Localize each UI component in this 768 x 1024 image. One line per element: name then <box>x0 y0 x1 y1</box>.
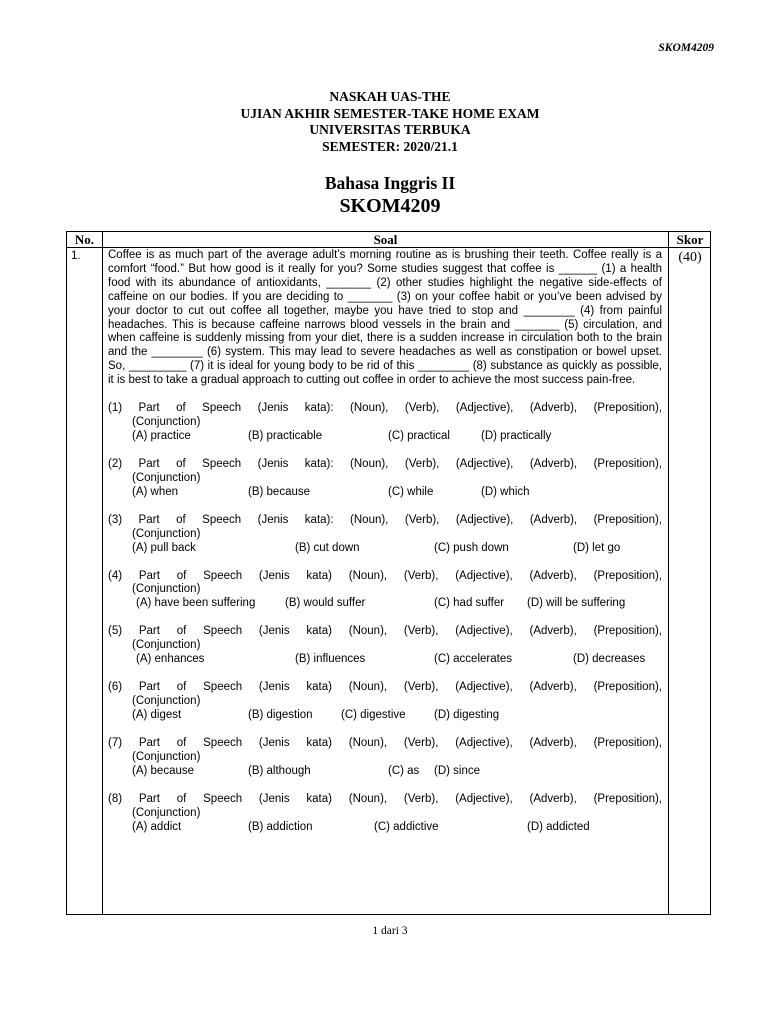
answer-options <box>108 486 662 500</box>
answer-options <box>108 653 662 667</box>
page-number: 1 dari 3 <box>372 925 408 937</box>
question-item <box>108 514 662 556</box>
heading-line: SEMESTER: 2020/21.1 <box>322 138 458 154</box>
reading-passage: Coffee is as much part of the average adult’s morning routine as is brushing their teeth. Coffee really is a comfort “food.” But how good is it really for you? Some studies suggest that coffee is ______ (1) a health food with its abundance of antioxidants, _______ (2) other studies highlight the negative side-effects of caffeine on our bodies. If you are deciding to _______ (3) on your coffee habit or you’ve been advised by your doctor to cut out coffee all together, maybe you have tried to stop and ________ (4) from painful headaches. This is because caffeine narrows blood vessels in the brain and _______ (5) circulation, and when caffeine is suddenly missing from your diet, there is a sudden increase in circulation both to the brain and the ________ (6) system. This may lead to severe headaches as well as constipation or bowel upset. So, _________ (7) it is ideal for young body to be rid of this ________ (8) substance as quickly as possible, it is best to take a gradual approach to cutting out coffee in order to achieve the most success pain-free. <box>108 249 662 387</box>
answer-option: (A) addict <box>132 820 182 833</box>
column-header-no: No. <box>74 232 95 247</box>
answer-option: (D) will be suffering <box>527 597 626 610</box>
question-item <box>108 458 662 500</box>
question-item <box>108 625 662 667</box>
header-divider <box>67 247 710 248</box>
answer-option: (C) accelerates <box>434 653 512 666</box>
answer-option: (B) practicable <box>248 429 323 442</box>
answer-option: (C) practical <box>388 429 450 442</box>
answer-option: (C) addictive <box>374 820 439 833</box>
answer-option: (C) push down <box>434 541 509 554</box>
answer-option: (D) let go <box>573 541 621 554</box>
answer-option: (B) because <box>248 485 311 498</box>
question-stem-continuation: (Conjunction) <box>132 806 201 819</box>
question-stem: (6) Part of Speech (Jenis kata) (Noun), (Verb), (Adjective), (Adverb), (Preposition), <box>108 681 662 694</box>
question-stem: (4) Part of Speech (Jenis kata) (Noun), (Verb), (Adjective), (Adverb), (Preposition), <box>108 569 662 582</box>
heading-line: NASKAH UAS-THE <box>329 89 451 104</box>
question-item <box>108 570 662 612</box>
question-stem: (7) Part of Speech (Jenis kata) (Noun), (Verb), (Adjective), (Adverb), (Preposition), <box>108 736 662 749</box>
exam-table <box>66 231 711 915</box>
answer-options <box>108 821 662 835</box>
question-stem-continuation: (Conjunction) <box>132 527 201 540</box>
answer-option: (D) practically <box>481 429 552 442</box>
question-item <box>108 402 662 444</box>
question-stem: (2) Part of Speech (Jenis kata): (Noun), (Verb), (Adjective), (Adverb), (Preposition), <box>108 457 662 470</box>
answer-option: (A) enhances <box>136 653 205 666</box>
answer-options <box>108 765 662 779</box>
answer-option: (B) cut down <box>295 541 360 554</box>
answer-options <box>108 597 662 611</box>
question-stem-continuation: (Conjunction) <box>132 695 201 708</box>
header-course-code: SKOM4209 <box>658 42 714 54</box>
answer-option: (D) digesting <box>434 708 500 721</box>
answer-option: (D) decreases <box>573 653 646 666</box>
answer-option: (C) as <box>388 764 420 777</box>
answer-option: (C) digestive <box>341 708 406 721</box>
answer-option: (A) pull back <box>132 541 196 554</box>
answer-option: (D) since <box>434 764 481 777</box>
question-score: (40) <box>678 250 702 265</box>
exam-heading <box>0 89 768 155</box>
question-stem: (8) Part of Speech (Jenis kata) (Noun), (Verb), (Adjective), (Adverb), (Preposition), <box>108 792 662 805</box>
column-header-soal: Soal <box>373 232 398 247</box>
answer-option: (A) because <box>132 764 195 777</box>
question-item <box>108 681 662 723</box>
answer-option: (C) while <box>388 485 434 498</box>
answer-options <box>108 709 662 723</box>
answer-option: (A) digest <box>132 708 182 721</box>
question-stem-continuation: (Conjunction) <box>132 639 201 652</box>
question-stem: (1) Part of Speech (Jenis kata): (Noun), (Verb), (Adjective), (Adverb), (Preposition), <box>108 402 662 415</box>
question-stem: (3) Part of Speech (Jenis kata): (Noun), (Verb), (Adjective), (Adverb), (Preposition), <box>108 513 662 526</box>
question-item <box>108 793 662 835</box>
answer-option: (C) had suffer <box>434 597 505 610</box>
question-number: 1. <box>71 250 81 262</box>
question-stem: (5) Part of Speech (Jenis kata) (Noun), (Verb), (Adjective), (Adverb), (Preposition), <box>108 625 662 638</box>
answer-option: (B) influences <box>295 653 366 666</box>
answer-options <box>108 430 662 444</box>
question-stem-continuation: (Conjunction) <box>132 583 201 596</box>
column-header-skor: Skor <box>676 232 704 247</box>
answer-option: (D) addicted <box>527 820 590 833</box>
answer-option: (D) which <box>481 485 530 498</box>
column-divider <box>102 232 103 914</box>
question-item <box>108 737 662 779</box>
answer-option: (A) have been suffering <box>136 597 256 610</box>
course-title <box>0 172 768 218</box>
question-stem-continuation: (Conjunction) <box>132 471 201 484</box>
question-body <box>108 249 662 835</box>
course-code: SKOM4209 <box>339 195 441 217</box>
question-stem-continuation: (Conjunction) <box>132 415 201 428</box>
answer-option: (B) would suffer <box>285 597 366 610</box>
answer-option: (B) addiction <box>248 820 313 833</box>
answer-options <box>108 542 662 556</box>
answer-option: (A) practice <box>132 429 191 442</box>
course-name: Bahasa Inggris II <box>324 173 456 193</box>
answer-option: (B) although <box>248 764 311 777</box>
column-divider <box>668 232 669 914</box>
answer-option: (A) when <box>132 485 179 498</box>
heading-line: UJIAN AKHIR SEMESTER-TAKE HOME EXAM <box>240 105 540 121</box>
answer-option: (B) digestion <box>248 708 313 721</box>
question-stem-continuation: (Conjunction) <box>132 750 201 763</box>
heading-line: UNIVERSITAS TERBUKA <box>309 122 471 137</box>
